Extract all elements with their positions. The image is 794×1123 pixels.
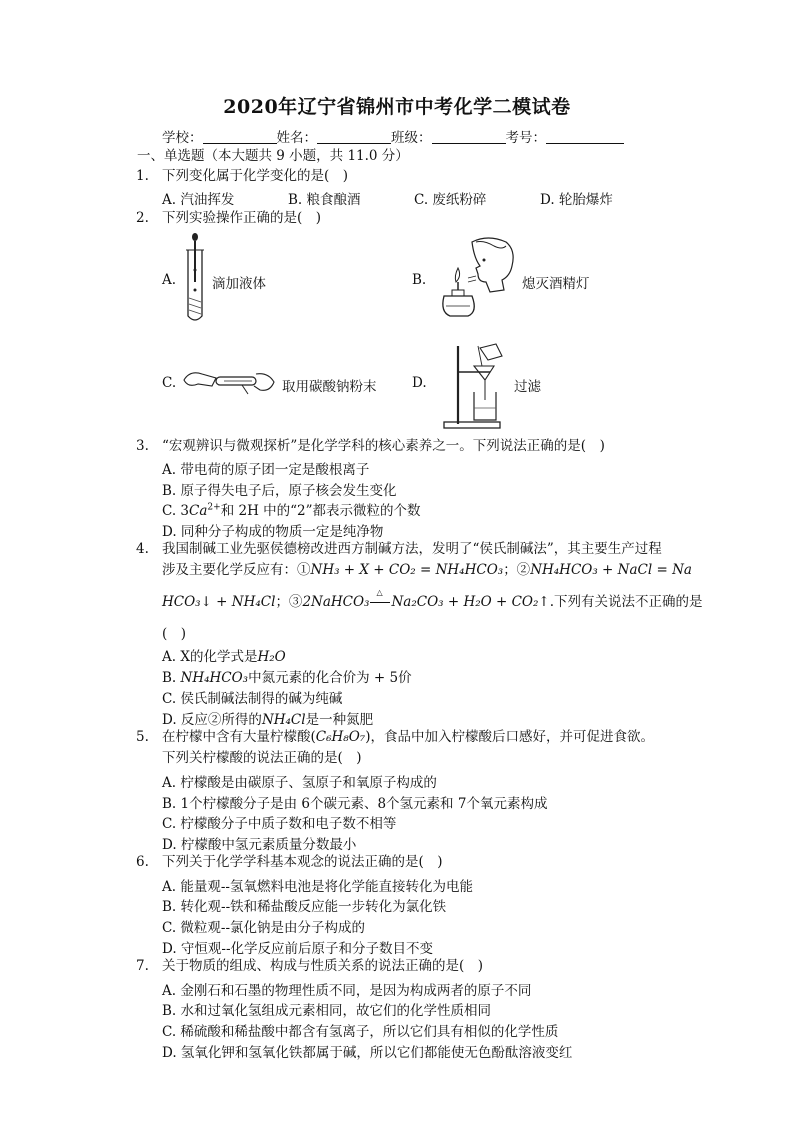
option-d-caption: 过滤 bbox=[514, 379, 541, 395]
page-title: 2020年辽宁省锦州市中考化学二模试卷 bbox=[223, 96, 571, 118]
question-stem: 下列关于化学学科基本观念的说法正确的是( ) bbox=[162, 854, 443, 870]
equation-separator: ；② bbox=[503, 562, 531, 578]
school-label: 学校： bbox=[162, 130, 203, 146]
name-blank[interactable] bbox=[317, 130, 391, 144]
option-b-caption: 熄灭酒精灯 bbox=[522, 276, 590, 292]
option-a: A. 汽油挥发 bbox=[162, 192, 235, 208]
option-c: C. 微粒观--氯化钠是由分子构成的 bbox=[162, 920, 366, 936]
option-a: A. 带电荷的原子团一定是酸根离子 bbox=[162, 462, 370, 478]
option-c: C. 稀硫酸和稀盐酸中都含有氢离子，所以它们具有相似的化学性质 bbox=[162, 1024, 559, 1040]
option-c-caption: 取用碳酸钠粉末 bbox=[282, 379, 377, 395]
ion-charge: 2+ bbox=[207, 502, 221, 513]
question-stem-line1 bbox=[162, 729, 654, 746]
question-number: 1. bbox=[136, 168, 149, 184]
question-number: 4. bbox=[136, 541, 149, 557]
option-a-letter: A. bbox=[162, 272, 177, 288]
equation-3-right: Na₂CO₃ + H₂O + CO₂↑ bbox=[391, 594, 550, 610]
powder-tube-figure bbox=[182, 362, 278, 402]
option-b: B. 粮食酿酒 bbox=[288, 192, 361, 208]
answer-parentheses: ( ) bbox=[162, 626, 187, 642]
heating-condition: △ bbox=[376, 588, 383, 597]
question-number: 5. bbox=[136, 729, 149, 745]
option-a bbox=[162, 645, 286, 665]
class-label: 班级： bbox=[391, 130, 432, 146]
formula: C₆H₈O₇ bbox=[315, 729, 366, 745]
blowing-lamp-figure bbox=[432, 236, 522, 320]
option-b bbox=[162, 666, 412, 686]
student-info-line bbox=[162, 126, 624, 146]
class-blank[interactable] bbox=[432, 130, 506, 144]
question-stem-line3 bbox=[162, 588, 703, 611]
filtration-figure bbox=[438, 342, 510, 430]
option-d-text: D. 反应②所得的 bbox=[162, 712, 262, 728]
formula: H₂O bbox=[257, 649, 286, 665]
section-heading: 一、单选题（本大题共 9 小题，共 11.0 分） bbox=[137, 148, 409, 164]
question-stem-line1: 我国制碱工业先驱侯德榜改进西方制碱方法，发明了“侯氏制碱法”，其主要生产过程 bbox=[162, 541, 662, 557]
option-d: D. 柠檬酸中氢元素质量分数最小 bbox=[162, 837, 357, 853]
equation-1: NH₃ + X + CO₂ = NH₄HCO₃ bbox=[310, 562, 504, 578]
option-b: B. 原子得失电子后，原子核会发生变化 bbox=[162, 483, 397, 499]
option-d bbox=[162, 708, 373, 728]
equation-separator: ；③ bbox=[275, 594, 303, 610]
option-c: C. 废纸粉碎 bbox=[414, 192, 487, 208]
heating-arrow bbox=[369, 588, 391, 611]
equation-2-part1: NH₄HCO₃ + NaCl = Na bbox=[530, 562, 692, 578]
option-c-prefix: C. 3 bbox=[162, 503, 190, 519]
question-stem-line2: 下列关柠檬酸的说法正确的是( ) bbox=[162, 750, 362, 766]
question-stem: “宏观辨识与微观探析”是化学学科的核心素养之一。下列说法正确的是( ) bbox=[162, 438, 605, 454]
option-b-letter: B. bbox=[412, 272, 427, 288]
question-stem: 关于物质的组成、构成与性质关系的说法正确的是( ) bbox=[162, 958, 484, 974]
option-d: D. 轮胎爆炸 bbox=[540, 192, 613, 208]
stem-suffix: .下列有关说法不正确的是 bbox=[549, 594, 703, 610]
formula: NH₄HCO₃ bbox=[180, 670, 249, 686]
option-b: B. 转化观--铁和稀盐酸反应能一步转化为氯化铁 bbox=[162, 899, 447, 915]
equation-3-left: 2NaHCO₃ bbox=[302, 594, 370, 610]
question-stem: 下列实验操作正确的是( ) bbox=[162, 210, 322, 226]
option-c-letter: C. bbox=[162, 375, 177, 391]
option-c: C. 柠檬酸分子中质子数和电子数不相等 bbox=[162, 816, 397, 832]
stem-prefix: 在柠檬中含有大量柠檬酸( bbox=[162, 729, 316, 745]
question-number: 2. bbox=[136, 210, 149, 226]
option-c-text: 和 2H 中的“2”都表示微粒的个数 bbox=[220, 503, 421, 519]
option-a: A. 金刚石和石墨的物理性质不同，是因为构成两者的原子不同 bbox=[162, 983, 532, 999]
ion-symbol: Ca bbox=[189, 503, 208, 519]
question-number: 6. bbox=[136, 854, 149, 870]
option-b-letter: B. bbox=[162, 670, 181, 686]
option-d-suffix: 是一种氮肥 bbox=[305, 712, 374, 728]
option-d: D. 同种分子构成的物质一定是纯净物 bbox=[162, 524, 384, 540]
equation-2-part2: HCO₃↓ + NH₄Cl bbox=[162, 594, 276, 610]
school-blank[interactable] bbox=[203, 130, 277, 144]
option-d: D. 氢氧化钾和氢氧化铁都属于碱，所以它们都能使无色酚酞溶液变红 bbox=[162, 1045, 573, 1061]
question-number: 3. bbox=[136, 438, 149, 454]
option-c bbox=[162, 499, 421, 519]
option-d-letter: D. bbox=[412, 375, 427, 391]
stem-suffix: )，食品中加入柠檬酸后口感好，并可促进食欲。 bbox=[365, 729, 654, 745]
option-b: B. 1个柠檬酸分子是由 6个碳元素、8个氢元素和 7个氧元素构成 bbox=[162, 796, 548, 812]
question-stem: 下列变化属于化学变化的是( ) bbox=[162, 168, 349, 184]
option-b: B. 水和过氧化氢组成元素相同，故它们的化学性质相同 bbox=[162, 1003, 492, 1019]
option-a: A. 柠檬酸是由碳原子、氢原子和氧原子构成的 bbox=[162, 775, 437, 791]
option-c: C. 侯氏制碱法制得的碱为纯碱 bbox=[162, 691, 343, 707]
formula: NH₄Cl bbox=[261, 712, 306, 728]
option-a: A. 能量观--氢氧燃料电池是将化学能直接转化为电能 bbox=[162, 879, 473, 895]
exam-no-label: 考号： bbox=[505, 130, 546, 146]
question-number: 7. bbox=[136, 958, 149, 974]
stem-prefix: 涉及主要化学反应有：① bbox=[162, 562, 311, 578]
question-stem-line2 bbox=[162, 562, 692, 579]
dropper-test-tube-figure bbox=[180, 232, 212, 324]
option-a-caption: 滴加液体 bbox=[212, 276, 266, 292]
option-b-text: 中氮元素的化合价为 + 5价 bbox=[248, 670, 412, 686]
exam-no-blank[interactable] bbox=[546, 130, 624, 144]
option-d: D. 守恒观--化学反应前后原子和分子数目不变 bbox=[162, 941, 434, 957]
name-label: 姓名： bbox=[276, 130, 317, 146]
option-a-text: A. X的化学式是 bbox=[162, 649, 258, 665]
